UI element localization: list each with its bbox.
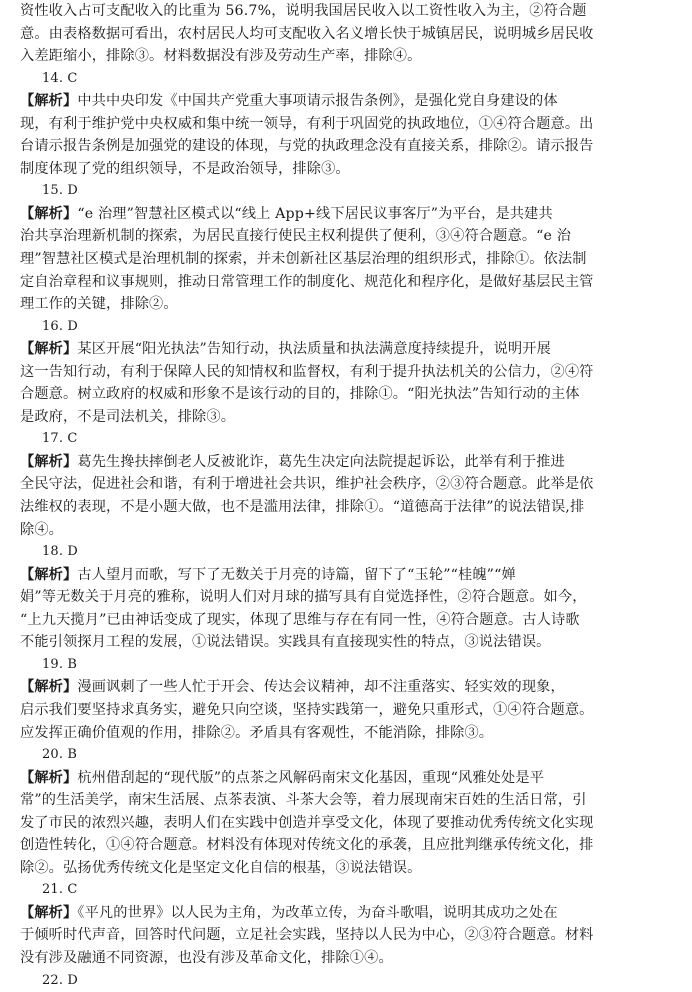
text-line: 除④。 <box>20 521 64 538</box>
question-number: 14. C <box>42 70 78 86</box>
analysis-line: 【解析】葛先生搀扶摔倒老人反被讹诈，葛先生决定向法院提起诉讼，此举有利于推进 <box>20 453 565 470</box>
analysis-tag: 【解析】 <box>20 679 78 696</box>
text-line: 全民守法，促进社会和谐，有利于增进社会共识，维护社会秩序，②③符合题意。此举是依 <box>20 476 594 493</box>
text-line: 启示我们要坚持求真务实，避免只向空谈，坚持实践第一，避免只重形式，①④符合题意。 <box>20 701 594 718</box>
analysis-line: 【解析】杭州借刮起的“现代版”的点茶之风解码南宋文化基因，重现“风雅处处是平 <box>20 769 545 786</box>
question-number: 20. B <box>42 747 78 763</box>
answer-explanations <box>20 0 682 992</box>
question-number: 22. D <box>42 972 78 988</box>
analysis-tag: 【解析】 <box>20 904 78 921</box>
text-line: 意。由表格数据可看出，农村居民人均可支配收入名义增长快于城镇居民，说明城乡居民收 <box>20 25 594 42</box>
text-line: 没有涉及融通不同资源，也没有涉及革命文化，排除①④。 <box>20 949 393 966</box>
question-number: 18. D <box>42 544 78 560</box>
analysis-tag: 【解析】 <box>20 769 78 786</box>
text-line: 不能引领探月工程的发展，①说法错误。实践具有直接现实性的特点，③说法错误。 <box>20 634 551 651</box>
question-number: 15. D <box>42 183 78 199</box>
text-line: 制度体现了党的组织领导，不是政治领导，排除③。 <box>20 160 350 177</box>
text-line: 发了市民的浓烈兴趣，表明人们在实践中创造并享受文化，体现了要推动优秀传统文化实现 <box>20 814 594 831</box>
text-line: 定自治章程和议事规则，推动日常管理工作的制度化、规范化和程序化，是做好基层民主管 <box>20 273 594 290</box>
question-number: 17. C <box>42 431 78 447</box>
analysis-tag: 【解析】 <box>20 93 78 110</box>
text-line: 于倾听时代声音，回答时代问题，立足社会实践，坚持以人民为中心，②③符合题意。材料 <box>20 927 594 944</box>
analysis-tag: 【解析】 <box>20 205 78 222</box>
text-line: 应发挥正确价值观的作用，排除②。矛盾具有客观性，不能消除，排除③。 <box>20 724 494 741</box>
text-line: 娟”等无数关于月亮的雅称，说明人们对月球的描写具有自觉选择性，②符合题意。如今， <box>20 589 587 606</box>
question-number: 21. C <box>42 882 78 898</box>
analysis-tag: 【解析】 <box>20 566 78 583</box>
analysis-tag: 【解析】 <box>20 341 78 358</box>
text-line: 资性收入占可支配收入的比重为 56.7%，说明我国居民收入以工资性收入为主，②符合题 <box>20 3 587 19</box>
analysis-line: 【解析】《平凡的世界》以人民为主角，为改革立传，为奋斗歌唱，说明其成功之处在 <box>20 904 558 921</box>
text-line: 台请示报告条例是加强党的建设的体现，与党的执政理念没有直接关系，排除②。请示报告 <box>20 138 594 155</box>
text-line: “上九天揽月”已由神话变成了现实，体现了思维与存在有同一性，④符合题意。古人诗歌 <box>20 611 580 628</box>
text-line: 理工作的关键，排除②。 <box>20 296 178 313</box>
text-line: 现，有利于维护党中央权威和集中统一领导，有利于巩固党的执政地位，①④符合题意。出 <box>20 115 594 132</box>
analysis-line: 【解析】古人望月而歌，写下了无数关于月亮的诗篇，留下了“玉轮”“桂魄”“婵 <box>20 566 516 583</box>
text-line: 创造性转化，①④符合题意。材料没有体现对传统文化的承袭，且应批判继承传统文化，排 <box>20 837 594 854</box>
question-number: 16. D <box>42 318 78 334</box>
text-line: 入差距缩小，排除③。材料数据没有涉及劳动生产率，排除④。 <box>20 48 422 65</box>
analysis-tag: 【解析】 <box>20 453 78 470</box>
analysis-line: 【解析】某区开展“阳光执法”告知行动，执法质量和执法满意度持续提升，说明开展 <box>20 341 551 358</box>
text-line: 除②。弘扬优秀传统文化是坚定文化自信的根基，③说法错误。 <box>20 859 422 876</box>
analysis-line: 【解析】漫画讽刺了一些人忙于开会、传达会议精神，却不注重落实、轻实效的现象， <box>20 679 565 696</box>
analysis-line: 【解析】中共中央印发《中国共产党重大事项请示报告条例》，是强化党自身建设的体 <box>20 93 558 110</box>
text-line: 常”的生活美学，南宋生活展、点茶表演、斗茶大会等，着力展现南宋百姓的生活日常，引 <box>20 792 587 809</box>
analysis-line: 【解析】“e 治理”智慧社区模式以“线上 App+线下居民议事客厅”为平台，是共建共 <box>20 205 553 222</box>
text-line: 合题意。树立政府的权威和形象不是该行动的目的，排除①。“阳光执法”告知行动的主体 <box>20 386 580 403</box>
text-line: 理”智慧社区模式是治理机制的探索，并未创新社区基层治理的组织形式，排除①。依法制 <box>20 251 587 268</box>
question-number: 19. B <box>42 656 78 672</box>
text-line: 法维权的表现，不是小题大做，也不是滥用法律，排除①。“道德高于法律”的说法错误,排 <box>20 499 585 516</box>
text-line: 治共享治理新机制的探索，为居民直接行使民主权利提供了便利，③④符合题意。“e 治 <box>20 228 572 245</box>
text-line: 这一告知行动，有利于保障人民的知情权和监督权，有利于提升执法机关的公信力，②④符 <box>20 363 594 380</box>
text-line: 是政府，不是司法机关，排除③。 <box>20 408 236 425</box>
